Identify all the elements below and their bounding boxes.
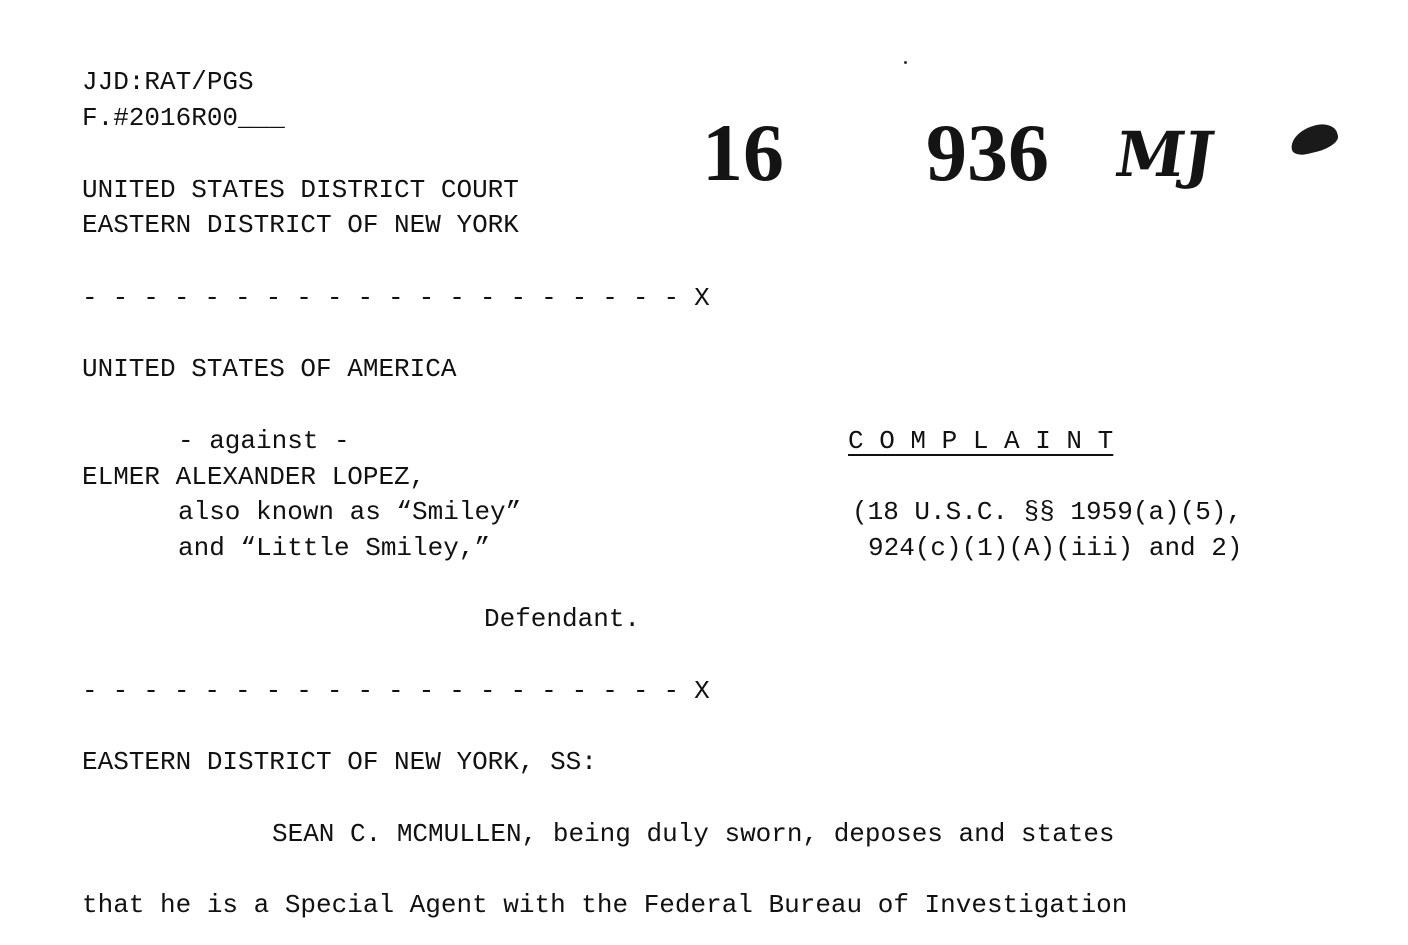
- case-year-stamp: 16: [702, 107, 784, 198]
- defendant-alias-line1: also known as “Smiley”: [178, 497, 522, 527]
- judge-initials-handwritten: MJ: [1110, 118, 1220, 191]
- statute-citation-line2: 924(c)(1)(A)(iii) and 2): [868, 533, 1243, 563]
- defendant-label: Defendant.: [484, 604, 641, 634]
- court-name: UNITED STATES DISTRICT COURT: [82, 175, 519, 205]
- plaintiff-name: UNITED STATES OF AMERICA: [82, 354, 457, 384]
- against-label: - against -: [178, 426, 350, 456]
- document-initials: JJD:RAT/PGS: [82, 67, 254, 97]
- court-district: EASTERN DISTRICT OF NEW YORK: [82, 210, 519, 240]
- document-title: C O M P L A I N T: [848, 426, 1114, 456]
- file-number: F.#2016R00___: [82, 103, 285, 133]
- caption-separator-top: - - - - - - - - - - - - - - - - - - - - X: [82, 283, 710, 313]
- ink-speck: [904, 61, 907, 64]
- defendant-name: ELMER ALEXANDER LOPEZ,: [82, 462, 426, 492]
- case-number-stamp: 936: [926, 107, 1049, 198]
- statute-citation-line1: (18 U.S.C. §§ 1959(a)(5),: [852, 497, 1243, 527]
- caption-separator-bottom: - - - - - - - - - - - - - - - - - - - - X: [82, 676, 710, 706]
- ink-blot-mark: [1288, 121, 1341, 158]
- body-paragraph-line2: that he is a Special Agent with the Federal Bureau of Investigation: [82, 890, 1128, 920]
- defendant-alias-line2: and “Little Smiley,”: [178, 533, 491, 563]
- body-paragraph-line1: SEAN C. MCMULLEN, being duly sworn, deposes and states: [272, 819, 1115, 849]
- venue-line: EASTERN DISTRICT OF NEW YORK, SS:: [82, 747, 597, 777]
